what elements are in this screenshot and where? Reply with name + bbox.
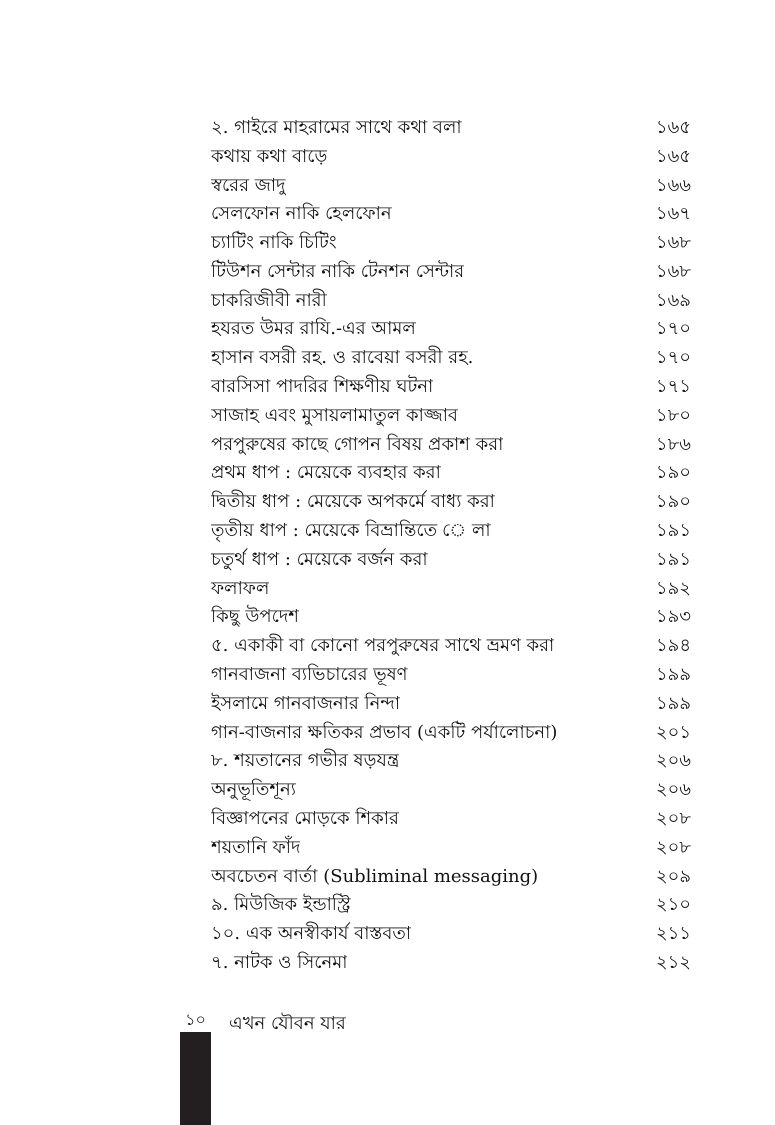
toc-entry-page: ১৬৫	[655, 145, 691, 167]
toc-entry-title: বিজ্ঞাপনের মোড়কে শিকার	[211, 808, 399, 830]
toc-entry-page: ১৭০	[655, 347, 691, 369]
toc-entry-title: ৮. শয়তানের গভীর ষড়যন্ত্র	[211, 750, 400, 772]
toc-entry	[211, 258, 691, 287]
toc-entry	[211, 748, 691, 777]
toc-entry	[211, 172, 691, 201]
toc-entry-title: চাকরিজীবী নারী	[211, 289, 327, 311]
toc-entry-page: ২১০	[655, 894, 691, 916]
toc-entry-title: অনুভূতিশূন্য	[211, 779, 297, 801]
toc-entry-title: ৯. মিউজিক ইন্ডাস্ট্রি	[211, 894, 351, 916]
toc-entry	[211, 200, 691, 229]
toc-entry-page: ১৯৯	[655, 692, 691, 714]
toc-entry-page: ১৭১	[655, 376, 691, 398]
toc-entry-title: চ্যাটিং নাকি চিটিং	[211, 232, 337, 254]
toc-entry-title: হাসান বসরী রহ. ও রাবেয়া বসরী রহ.	[211, 347, 474, 369]
toc-entry-page: ১৬৭	[655, 203, 691, 225]
toc-entry-page: ২০৮	[655, 836, 691, 858]
toc-entry	[211, 344, 691, 373]
toc-entry	[211, 949, 691, 978]
toc-entry-title: গান-বাজনার ক্ষতিকর প্রভাব (একটি পর্যালোচনা)	[211, 721, 558, 743]
toc-entry-page: ২০৬	[655, 779, 691, 801]
toc-entry-page: ১৯০	[655, 462, 691, 484]
toc-entry	[211, 661, 691, 690]
toc-entry	[211, 316, 691, 345]
toc-entry	[211, 402, 691, 431]
toc-entry-title: পরপুরুষের কাছে গোপন বিষয় প্রকাশ করা	[211, 433, 504, 455]
toc-entry	[211, 892, 691, 921]
toc-entry	[211, 373, 691, 402]
toc-entry-title: ৫. একাকী বা কোনো পরপুরুষের সাথে ভ্রমণ করা	[211, 635, 555, 657]
toc-entry-title: চতুর্থ ধাপ : মেয়েকে বর্জন করা	[211, 548, 428, 570]
toc-entry	[211, 488, 691, 517]
toc-entry-page: ১৯১	[655, 548, 691, 570]
toc-entry	[211, 431, 691, 460]
toc-entry	[211, 776, 691, 805]
toc-entry-title: কিছু উপদেশ	[211, 606, 299, 628]
toc-entry-title: শয়তানি ফাঁদ	[211, 836, 301, 858]
toc-entry-page: ১৯৯	[655, 664, 691, 686]
toc-entry	[211, 805, 691, 834]
toc-entry	[211, 143, 691, 172]
toc-entry-page: ১৭০	[655, 318, 691, 340]
toc-entry-title: টিউশন সেন্টার নাকি টেনশন সেন্টার	[211, 260, 465, 282]
toc-entry	[211, 604, 691, 633]
toc-entry-title: ২. গাইরে মাহরামের সাথে কথা বলা	[211, 116, 462, 138]
toc-entry-title: হযরত উমর রাযি.-এর আমল	[211, 318, 416, 340]
page-number: ১০	[180, 1010, 211, 1032]
toc-entry	[211, 920, 691, 949]
toc-entry-page: ১৮৬	[655, 433, 691, 455]
toc-entry-page: ১৬৬	[655, 174, 691, 196]
toc-entry-page: ১৯১	[655, 520, 691, 542]
toc-entry-page: ১৮০	[655, 404, 691, 426]
toc-entry-title: বারসিসা পাদরির শিক্ষণীয় ঘটনা	[211, 376, 434, 398]
toc-entry-title: প্রথম ধাপ : মেয়েকে ব্যবহার করা	[211, 462, 441, 484]
toc-entry-page: ২০৮	[655, 808, 691, 830]
toc-entry	[211, 863, 691, 892]
toc-entry	[211, 546, 691, 575]
toc-entry-page: ১৯৪	[655, 635, 691, 657]
toc-entry-title: সেলফোন নাকি হেলফোন	[211, 203, 392, 225]
toc-entry-page: ১৬৮	[655, 232, 691, 254]
toc-entry	[211, 460, 691, 489]
toc-entry-title: গানবাজনা ব্যভিচারের ভূষণ	[211, 664, 408, 686]
toc-entry-title: ফলাফল	[211, 577, 270, 599]
toc-entry-page: ১৬৯	[655, 289, 691, 311]
toc-entry-title: দ্বিতীয় ধাপ : মেয়েকে অপকর্মে বাধ্য করা	[211, 491, 495, 513]
toc-entry-page: ১৯৩	[655, 606, 691, 628]
toc-entry	[211, 287, 691, 316]
toc-entry-page: ২০৯	[655, 865, 691, 887]
toc-entry-title: সাজাহ এবং মুসায়লামাতুল কাজ্জাব	[211, 404, 458, 426]
toc-entry-page: ২১১	[655, 923, 691, 945]
toc-entry-title: ১০. এক অনস্বীকার্য বাস্তবতা	[211, 923, 412, 945]
toc-entry-page: ২০১	[655, 721, 691, 743]
toc-entry	[211, 229, 691, 258]
toc-entry-page: ১৬৫	[655, 116, 691, 138]
toc-entry-title: তৃতীয় ধাপ : মেয়েকে বিভ্রান্তিতে ে লা	[211, 520, 491, 542]
toc-entry-title: ইসলামে গানবাজনার নিন্দা	[211, 692, 401, 714]
toc-entry	[211, 719, 691, 748]
toc-entry	[211, 114, 691, 143]
toc-entry-page: ১৬৮	[655, 260, 691, 282]
table-of-contents	[211, 114, 691, 978]
toc-entry	[211, 575, 691, 604]
toc-entry-title: অবচেতন বার্তা (Subliminal messaging)	[211, 865, 539, 887]
toc-entry	[211, 632, 691, 661]
toc-entry-page: ১৯০	[655, 491, 691, 513]
toc-entry-page: ২০৬	[655, 750, 691, 772]
toc-entry-title: ৭. নাটক ও সিনেমা	[211, 952, 348, 974]
toc-entry-title: স্বরের জাদু	[211, 174, 286, 196]
toc-entry-page: ২১২	[655, 952, 691, 974]
toc-entry	[211, 517, 691, 546]
toc-entry	[211, 834, 691, 863]
toc-entry-page: ১৯২	[655, 577, 691, 599]
running-footer-title: এখন যৌবন যার	[229, 1013, 346, 1034]
toc-entry-title: কথায় কথা বাড়ে	[211, 145, 328, 167]
toc-entry	[211, 690, 691, 719]
